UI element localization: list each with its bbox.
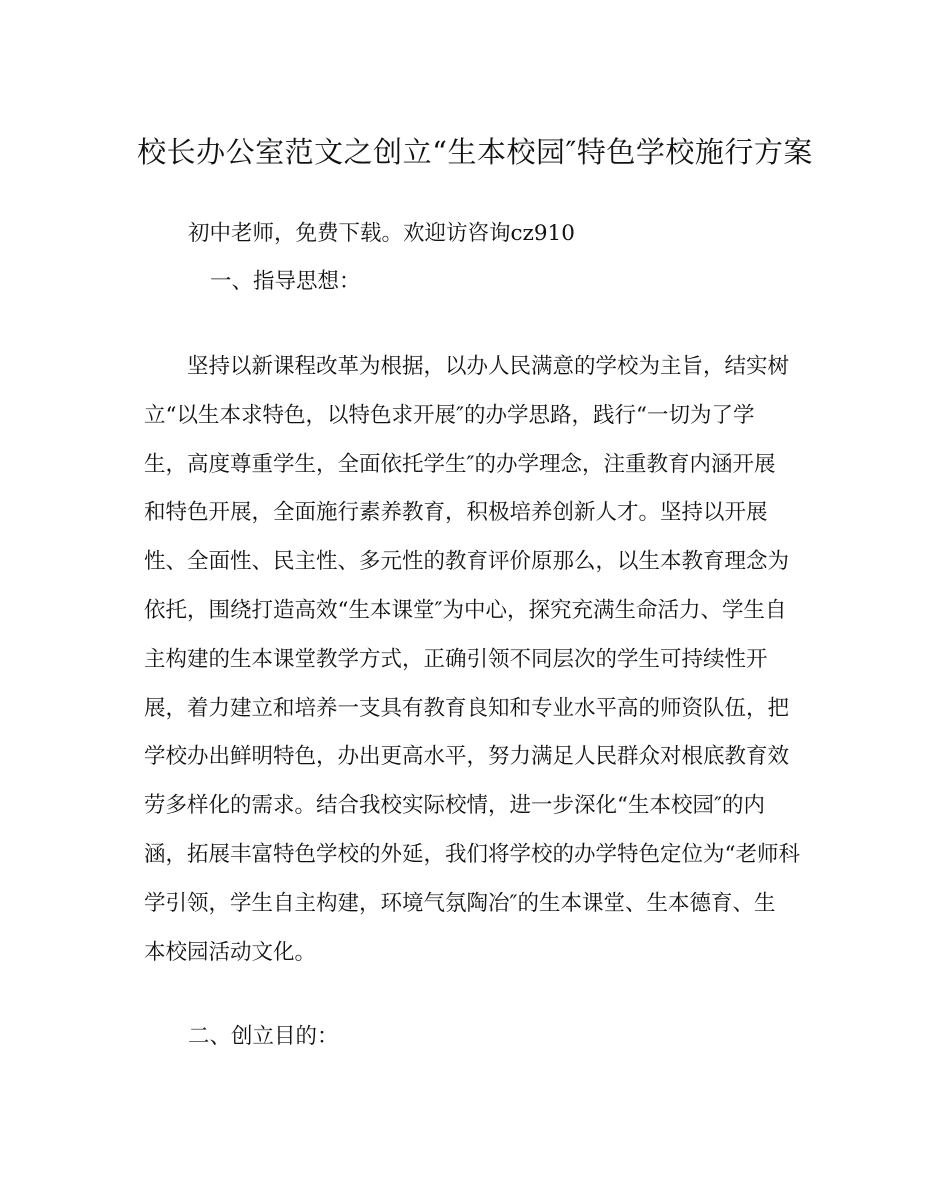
paragraph-line: 涵，拓展丰富特色学校的外延，我们将学校的办学特色定位为“老师科: [144, 841, 800, 867]
section-heading-founding-goal: 二、创立目的：: [188, 1024, 339, 1049]
paragraph-line: 坚持以新课程改革为根据，以办人民满意的学校为主旨，结实树: [187, 354, 790, 379]
paragraph-line: 学校办出鲜明特色，办出更高水平，努力满足人民群众对根底教育效: [144, 744, 790, 770]
paragraph-guiding-ideology: [144, 343, 814, 977]
paragraph-line: 和特色开展，全面施行素养教育，积极培养创新人才。坚持以开展: [144, 500, 768, 526]
paragraph-line: 依托，围绕打造高效“生本课堂″为中心，探究充满生命活力、学生自: [144, 597, 787, 623]
section-heading-guiding-ideology: 一、指导思想：: [210, 269, 361, 294]
paragraph-line: 立“以生本求特色，以特色求开展″的办学思路，践行“一切为了学: [144, 402, 755, 428]
paragraph-line: 生，高度尊重学生，全面依托学生″的办学理念，注重教育内涵开展: [144, 451, 776, 477]
paragraph-line: 劳多样化的需求。结合我校实际校情，进一步深化“生本校园″的内: [144, 793, 766, 819]
paragraph-line: 主构建的生本课堂教学方式，正确引领不同层次的学生可持续性开: [144, 646, 768, 672]
paragraph-line: 性、全面性、民主性、多元性的教育评价原那么，以生本教育理念为: [144, 549, 790, 575]
document-title: 校长办公室范文之创立“生本校园″特色学校施行方案: [137, 135, 813, 169]
paragraph-line: 本校园活动文化。: [144, 939, 317, 965]
intro-line: 初中老师，免费下载。欢迎访咨询cz910: [188, 221, 575, 246]
paragraph-line: 展，着力建立和培养一支具有教育良知和专业水平高的师资队伍，把: [144, 695, 790, 721]
paragraph-line: 学引领，学生自主构建，环境气氛陶冶″的生本课堂、生本德育、生: [144, 890, 776, 916]
